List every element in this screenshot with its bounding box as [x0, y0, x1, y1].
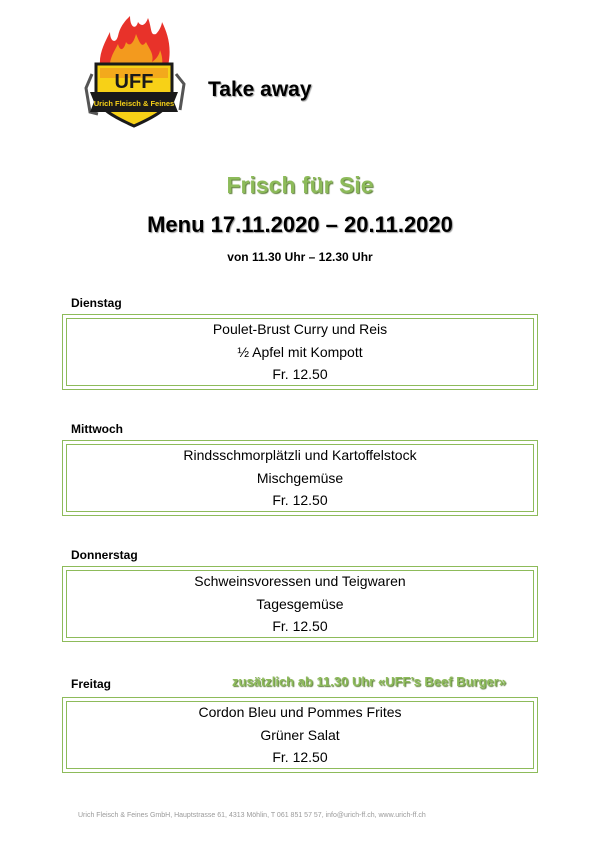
day-label-friday: Freitag — [71, 677, 112, 691]
headline: Frisch für Sie — [226, 172, 374, 198]
uff-logo-graphic — [80, 14, 192, 130]
dish-price: Fr. 12.50 — [272, 749, 328, 766]
dish-name: Cordon Bleu und Pommes Frites — [198, 704, 402, 721]
dish-name: Poulet-Brust Curry und Reis — [212, 321, 388, 338]
footer-address: Urich Fleisch & Feines GmbH, Hauptstrasse 61, 4313 Möhlin, T 061 851 57 57, info@urich-ff.ch, www.urich-ff.ch — [78, 812, 426, 819]
dish-price: Fr. 12.50 — [272, 492, 328, 509]
menu-box-friday — [62, 697, 538, 773]
dish-price: Fr. 12.50 — [272, 618, 328, 635]
dish-side: Grüner Salat — [260, 726, 340, 743]
dish-side: ½ Apfel mit Kompott — [237, 343, 363, 360]
friday-extra-offer: zusätzlich ab 11.30 Uhr «UFF’s Beef Burger» — [232, 674, 507, 689]
day-label-tuesday: Dienstag — [71, 296, 122, 310]
menu-box-wednesday — [62, 440, 538, 516]
menu-box-tuesday — [62, 314, 538, 390]
logo-text: UFF — [114, 71, 154, 93]
dish-side: Mischgemüse — [256, 469, 344, 486]
day-label-thursday: Donnerstag — [71, 548, 138, 562]
takeaway-heading: Take away — [208, 78, 312, 101]
dish-side: Tagesgemüse — [256, 595, 344, 612]
dish-name: Rindsschmorplätzli und Kartoffelstock — [183, 447, 417, 464]
dish-name: Schweinsvoressen und Teigwaren — [194, 573, 406, 590]
menu-box-thursday — [62, 566, 538, 642]
uff-logo — [80, 14, 192, 130]
logo-subtext: Urich Fleisch & Feines — [93, 99, 175, 108]
service-hours: von 11.30 Uhr – 12.30 Uhr — [227, 250, 373, 264]
day-label-wednesday: Mittwoch — [71, 422, 123, 436]
menu-title: Menu 17.11.2020 – 20.11.2020 — [147, 212, 453, 237]
dish-price: Fr. 12.50 — [272, 366, 328, 383]
